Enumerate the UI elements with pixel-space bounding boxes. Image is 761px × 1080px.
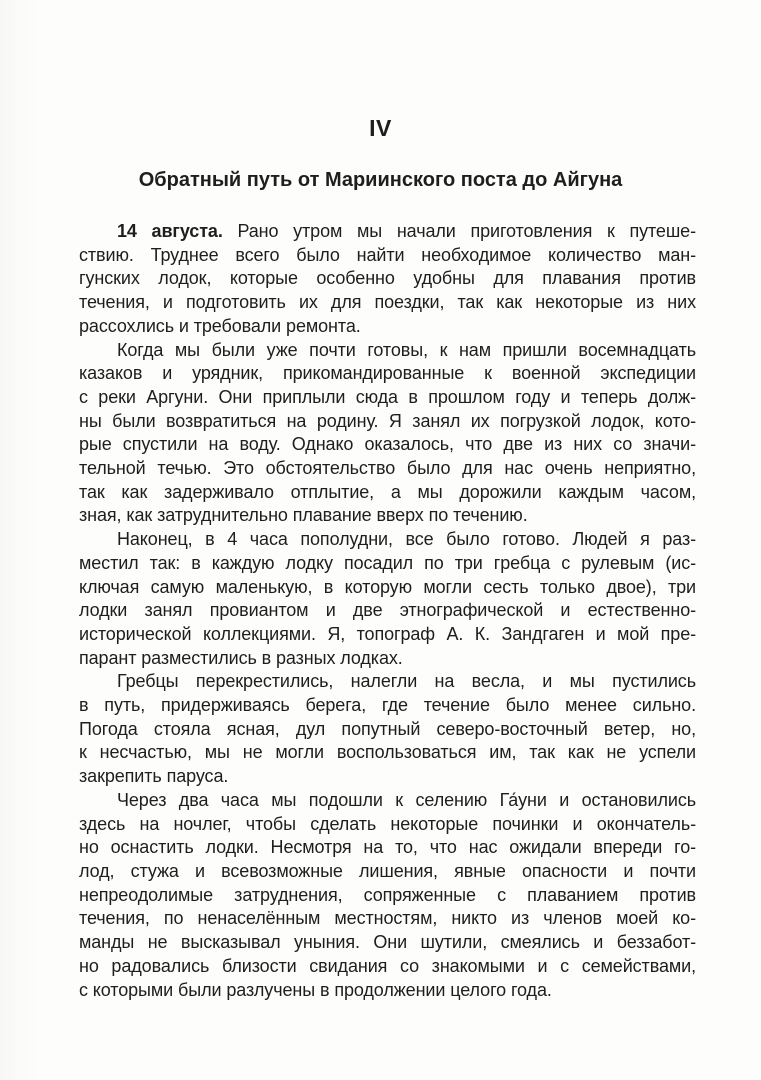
text-line — [79, 813, 696, 837]
text-line — [79, 362, 696, 386]
text-line — [79, 979, 696, 1003]
text-line — [79, 670, 696, 694]
text-segment: с реки Аргуни. Они приплыли сюда в прошлом году и теперь долж- — [79, 386, 696, 407]
text-segment: Гребцы перекрестились, налегли на весла, и мы пустились — [117, 671, 696, 692]
text-segment: но оснастить лодки. Несмотря на то, что нас ожидали впереди го- — [79, 837, 696, 858]
text-segment: манды не высказывал уныния. Они шутили, смеялись и беззабот- — [79, 932, 696, 953]
text-block — [79, 220, 696, 1002]
text-segment: зная, как затруднительно плавание вверх по течению. — [79, 505, 528, 526]
text-line — [79, 504, 696, 528]
text-line — [79, 623, 696, 647]
chapter-number: IV — [369, 115, 392, 141]
text-segment: закрепить паруса. — [79, 766, 229, 787]
text-line — [79, 481, 696, 505]
text-line — [79, 457, 696, 481]
text-line — [79, 267, 696, 291]
text-line — [79, 386, 696, 410]
text-line — [79, 955, 696, 979]
text-segment: непреодолимые затруднения, сопряженные с плаванием против — [79, 884, 696, 905]
text-segment: исторической коллекциями. Я, топограф А. К. Зандгаген и мой пре- — [79, 623, 696, 644]
text-segment: рые спустили на воду. Однако оказалось, что две из них со значи- — [79, 434, 696, 455]
text-line — [79, 433, 696, 457]
text-line — [79, 315, 696, 339]
text-segment: ны были возвратиться на родину. Я занял их погрузкой лодок, кото- — [79, 410, 696, 431]
text-line — [79, 220, 696, 244]
text-line — [79, 647, 696, 671]
chapter-title: Обратный путь от Мариинского поста до Айгуна — [138, 169, 623, 191]
text-line — [79, 599, 696, 623]
text-line — [79, 836, 696, 860]
text-line — [79, 741, 696, 765]
text-segment: так как задерживало отплытие, а мы дорожили каждым часом, — [79, 481, 696, 502]
text-segment: Наконец, в 4 часа пополудни, все было готово. Людей я раз- — [117, 529, 696, 550]
text-segment: Когда мы были уже почти готовы, к нам пришли восемнадцать — [117, 339, 696, 360]
text-line — [79, 860, 696, 884]
text-segment: местил так: в каждую лодку посадил по три гребца с рулевым (ис- — [79, 552, 696, 573]
paragraph — [79, 220, 696, 339]
text-segment: рассохлись и требовали ремонта. — [79, 315, 361, 336]
text-line — [79, 576, 696, 600]
text-segment: но радовались близости свидания со знакомыми и с семействами, — [79, 955, 696, 976]
text-segment: Погода стояла ясная, дул попутный северо-восточный ветер, но, — [79, 718, 696, 739]
text-segment: казаков и урядник, прикомандированные к военной экспедиции — [79, 363, 696, 384]
text-line — [79, 931, 696, 955]
text-segment: к несчастью, мы не могли воспользоваться им, так как не успели — [79, 742, 696, 763]
text-line — [79, 718, 696, 742]
text-segment: тельной течью. Это обстоятельство было для нас очень неприятно, — [79, 458, 696, 479]
text-segment: течения, по ненаселённым местностям, никто из членов моей ко- — [79, 908, 696, 929]
text-line — [79, 907, 696, 931]
paragraph — [79, 789, 696, 1002]
text-segment: Через два часа мы подошли к селению Га́уни и остановились — [117, 789, 696, 810]
text-line — [79, 789, 696, 813]
text-line — [79, 765, 696, 789]
text-line — [79, 291, 696, 315]
text-line — [79, 339, 696, 363]
text-line — [79, 528, 696, 552]
paragraph — [79, 670, 696, 789]
text-line — [79, 244, 696, 268]
text-segment: с которыми были разлучены в продолжении целого года. — [79, 979, 552, 1000]
text-segment: Рано утром мы начали приготовления к путеше- — [222, 221, 696, 241]
text-line — [79, 552, 696, 576]
paragraph — [79, 528, 696, 670]
text-segment: лодки занял провиантом и две этнографической и естественно- — [79, 600, 696, 621]
text-segment: течения, и подготовить их для поездки, так как некоторые из них — [79, 292, 696, 313]
text-segment: парант разместились в разных лодках. — [79, 647, 403, 668]
text-segment: ствию. Труднее всего было найти необходимое количество ман- — [79, 244, 696, 265]
text-segment: здесь на ночлег, чтобы сделать некоторые починки и окончатель- — [79, 813, 696, 834]
text-segment: в путь, придерживаясь берега, где течение было менее сильно. — [79, 695, 696, 716]
text-line — [79, 694, 696, 718]
text-line — [79, 884, 696, 908]
paragraph — [79, 339, 696, 529]
text-segment: лод, стужа и всевозможные лишения, явные опасности и почти — [79, 860, 696, 881]
text-segment: гунских лодок, которые особенно удобны для плавания против — [79, 268, 696, 289]
date-emphasis: 14 августа. — [117, 221, 223, 241]
text-line — [79, 410, 696, 434]
text-segment: ключая самую маленькую, в которую могли сесть только двое), три — [79, 576, 696, 597]
